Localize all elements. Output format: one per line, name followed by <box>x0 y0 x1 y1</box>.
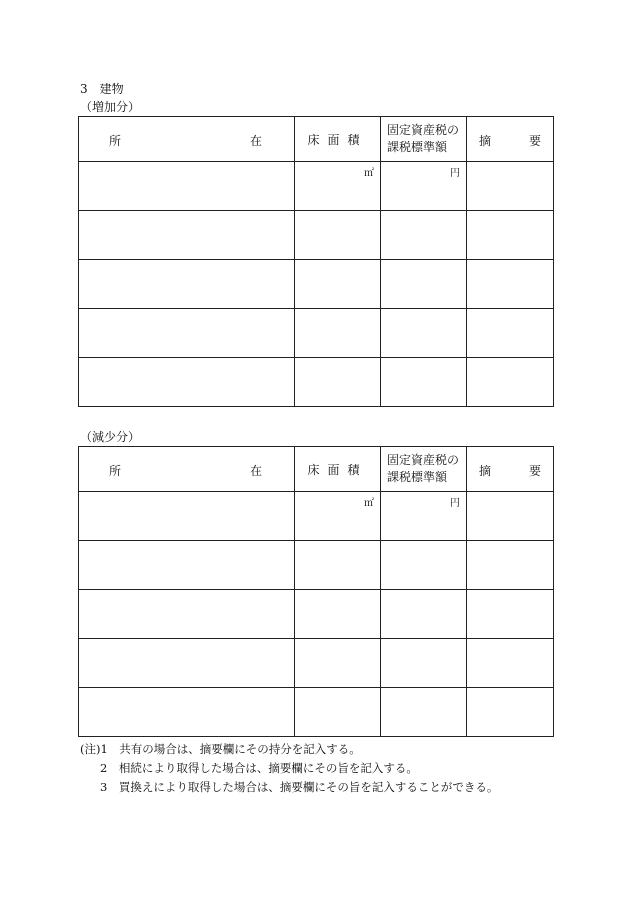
floor-area-cell[interactable] <box>295 590 381 639</box>
summary-cell[interactable] <box>467 211 554 260</box>
location-header <box>79 117 295 162</box>
floor-area-cell[interactable] <box>295 639 381 688</box>
note-3: 3 買換えにより取得した場合は、摘要欄にその旨を記入することができる。 <box>100 780 499 794</box>
location-cell[interactable] <box>79 211 295 260</box>
table-row <box>79 211 554 260</box>
location-cell[interactable] <box>79 260 295 309</box>
tax-base-cell[interactable] <box>381 492 467 541</box>
floor-area-header: 床面積 <box>295 117 381 162</box>
tax-base-cell[interactable] <box>381 260 467 309</box>
summary-cell[interactable] <box>467 541 554 590</box>
tax-base-cell[interactable] <box>381 162 467 211</box>
table-row <box>79 541 554 590</box>
note-1: (注)1 共有の場合は、摘要欄にその持分を記入する。 <box>80 742 361 756</box>
tax-base-cell[interactable] <box>381 211 467 260</box>
increase-table <box>78 116 554 407</box>
summary-cell[interactable] <box>467 688 554 737</box>
floor-area-cell[interactable] <box>295 211 381 260</box>
tax-base-cell[interactable] <box>381 688 467 737</box>
floor-area-cell[interactable] <box>295 688 381 737</box>
location-header <box>79 447 295 492</box>
yen-unit: 円 <box>450 168 460 179</box>
floor-area-header: 床面積 <box>295 447 381 492</box>
tax-base-header-line1: 固定資産税の <box>387 453 460 467</box>
tax-base-cell[interactable] <box>381 358 467 407</box>
yen-unit: 円 <box>450 498 460 509</box>
location-header-left: 所 <box>109 464 122 478</box>
area-unit: ㎡ <box>364 168 374 179</box>
floor-area-cell[interactable] <box>295 309 381 358</box>
tax-base-header-line1: 固定資産税の <box>387 123 460 137</box>
summary-cell[interactable] <box>467 309 554 358</box>
table-row <box>79 162 554 211</box>
note-2: 2 相続により取得した場合は、摘要欄にその旨を記入する。 <box>100 761 418 775</box>
table-row <box>79 688 554 737</box>
summary-cell[interactable] <box>467 492 554 541</box>
floor-area-cell[interactable] <box>295 492 381 541</box>
floor-area-cell[interactable] <box>295 162 381 211</box>
tax-base-header-line2: 課税標準額 <box>387 470 448 484</box>
summary-header-left: 摘 <box>479 134 492 148</box>
summary-cell[interactable] <box>467 639 554 688</box>
decrease-label: （減少分） <box>80 430 141 444</box>
summary-header <box>467 117 554 162</box>
floor-area-cell[interactable] <box>295 358 381 407</box>
section-title: 3 建物 <box>80 82 124 96</box>
location-cell[interactable] <box>79 590 295 639</box>
location-cell[interactable] <box>79 492 295 541</box>
location-cell[interactable] <box>79 358 295 407</box>
floor-area-cell[interactable] <box>295 541 381 590</box>
tax-base-cell[interactable] <box>381 541 467 590</box>
location-cell[interactable] <box>79 639 295 688</box>
decrease-table <box>78 446 554 737</box>
increase-label: （増加分） <box>80 100 141 114</box>
location-cell[interactable] <box>79 309 295 358</box>
area-unit: ㎡ <box>364 498 374 509</box>
location-header-right: 在 <box>249 134 262 148</box>
tax-base-header <box>381 447 467 492</box>
tax-base-cell[interactable] <box>381 309 467 358</box>
summary-header-right: 要 <box>528 134 541 148</box>
table-row <box>79 309 554 358</box>
table-row <box>79 492 554 541</box>
summary-cell[interactable] <box>467 358 554 407</box>
summary-cell[interactable] <box>467 590 554 639</box>
location-header-right: 在 <box>249 464 262 478</box>
notes <box>80 740 498 797</box>
summary-header-right: 要 <box>528 464 541 478</box>
location-cell[interactable] <box>79 162 295 211</box>
tax-base-cell[interactable] <box>381 590 467 639</box>
table-header-row <box>79 447 554 492</box>
tax-base-header <box>381 117 467 162</box>
location-cell[interactable] <box>79 541 295 590</box>
location-header-left: 所 <box>109 134 122 148</box>
tax-base-cell[interactable] <box>381 639 467 688</box>
floor-area-cell[interactable] <box>295 260 381 309</box>
table-row <box>79 260 554 309</box>
table-header-row <box>79 117 554 162</box>
table-row <box>79 358 554 407</box>
table-row <box>79 590 554 639</box>
summary-header <box>467 447 554 492</box>
tax-base-header-line2: 課税標準額 <box>387 140 448 154</box>
summary-cell[interactable] <box>467 162 554 211</box>
summary-cell[interactable] <box>467 260 554 309</box>
location-cell[interactable] <box>79 688 295 737</box>
summary-header-left: 摘 <box>479 464 492 478</box>
table-row <box>79 639 554 688</box>
